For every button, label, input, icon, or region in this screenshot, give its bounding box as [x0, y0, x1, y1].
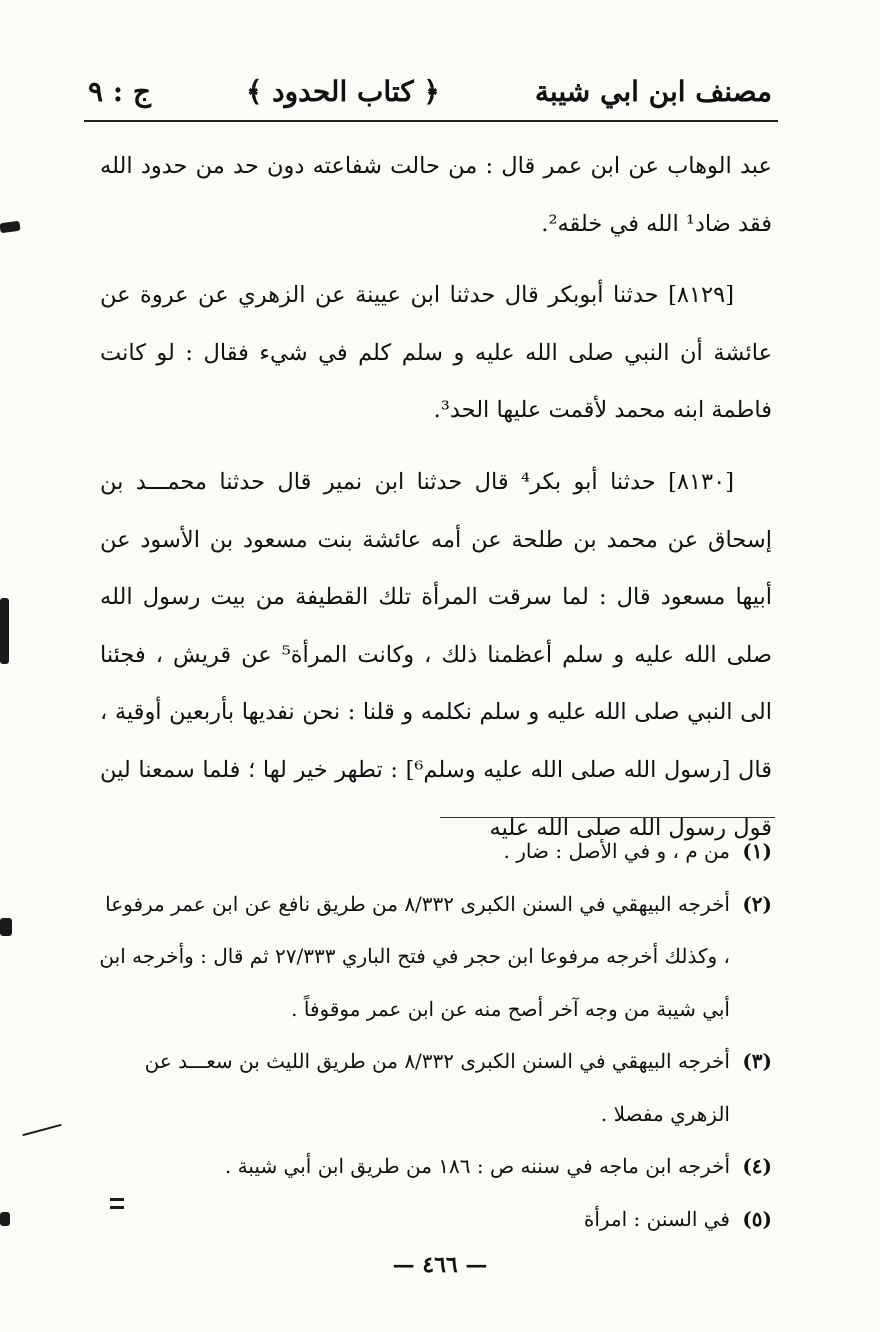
scan-mark [22, 1124, 61, 1136]
scan-mark [0, 1212, 10, 1226]
header-divider [84, 120, 778, 122]
scan-mark [0, 918, 12, 936]
footnote [95, 1193, 772, 1246]
book-title: مصنف ابن ابي شيبة [534, 74, 772, 108]
equals-mark [110, 1198, 124, 1201]
footnote-number: (٤) [742, 1154, 772, 1178]
paragraph-hadith-8130: [٨١٣٠] حدثنا أبو بكر⁴ قال حدثنا ابن نمير قال حدثنا محمـــد بن إسحاق عن محمد بن طلحة عن أمه عائشة بنت مسعود بن الأسود عن أبيها مسعود قال : لما سرقت المرأة تلك القطيفة من بيت رسول الله صلى الله عليه و سلم أعظمنا ذلك ، وكانت المرأة⁵ عن قريش ، فجئنا الى النبي صلى الله عليه و سلم نكلمه و قلنا : نحن نفديها بأربعين أوقية ، قال [رسول الله صلى الله عليه وسلم⁶] : تطهر خير لها ؛ فلما سمعنا لين قول رسول الله صلى الله عليه [100, 468, 772, 841]
volume-label: ج : ٩ [88, 74, 151, 108]
main-text [100, 138, 772, 857]
footnote-number: (١) [742, 839, 772, 863]
equals-mark [110, 1206, 124, 1209]
scan-mark [0, 221, 21, 234]
footnote [95, 878, 772, 1036]
footnote-text: من م ، و في الأصل : ضار . [503, 839, 730, 863]
page-header [88, 62, 772, 120]
footnote [95, 1140, 772, 1193]
footnote [95, 1035, 772, 1140]
footnote-divider [440, 817, 775, 818]
page-number: — ٤٦٦ — [392, 1252, 488, 1278]
chapter-title: ﴿ كتاب الحدود ﴾ [246, 74, 440, 108]
footnote-text: أخرجه البيهقي في السنن الكبرى ٨/٣٣٢ من طريق الليث بن سعـــد عن الزهري مفصلا . [144, 1049, 730, 1126]
paragraph-continuation: عبد الوهاب عن ابن عمر قال : من حالت شفاعته دون حد من حدود الله فقد ضاد¹ الله في خلقه². [100, 153, 772, 237]
footnote-number: (٥) [742, 1206, 772, 1231]
footnote-text: أخرجه البيهقي في السنن الكبرى ٨/٣٣٢ من طريق نافع عن ابن عمر مرفوعا ، وكذلك أخرجه مرفوعا ابن حجر في فتح الباري ٢٧/٣٣٣ ثم قال : وأخرجه ابن أبي شيبة من وجه آخر أصح منه عن ابن عمر موقوفاً . [99, 891, 730, 1021]
footnote-number: (٢) [742, 891, 772, 916]
paragraph-hadith-8129: [٨١٢٩] حدثنا أبوبكر قال حدثنا ابن عيينة عن الزهري عن عروة عن عائشة أن النبي صلى الله عليه و سلم كلم في شيء فقال : لو كانت فاطمة ابنه محمد لأقمت عليها الحد³. [100, 282, 772, 424]
footnotes [95, 825, 772, 1245]
footnote-text: أخرجه ابن ماجه في سننه ص : ١٨٦ من طريق ابن أبي شيبة . [224, 1154, 730, 1178]
scan-mark [0, 598, 9, 664]
footnote-number: (٣) [742, 1049, 772, 1073]
footnote [95, 825, 772, 878]
footnote-text: في السنن : امرأة [583, 1206, 730, 1231]
